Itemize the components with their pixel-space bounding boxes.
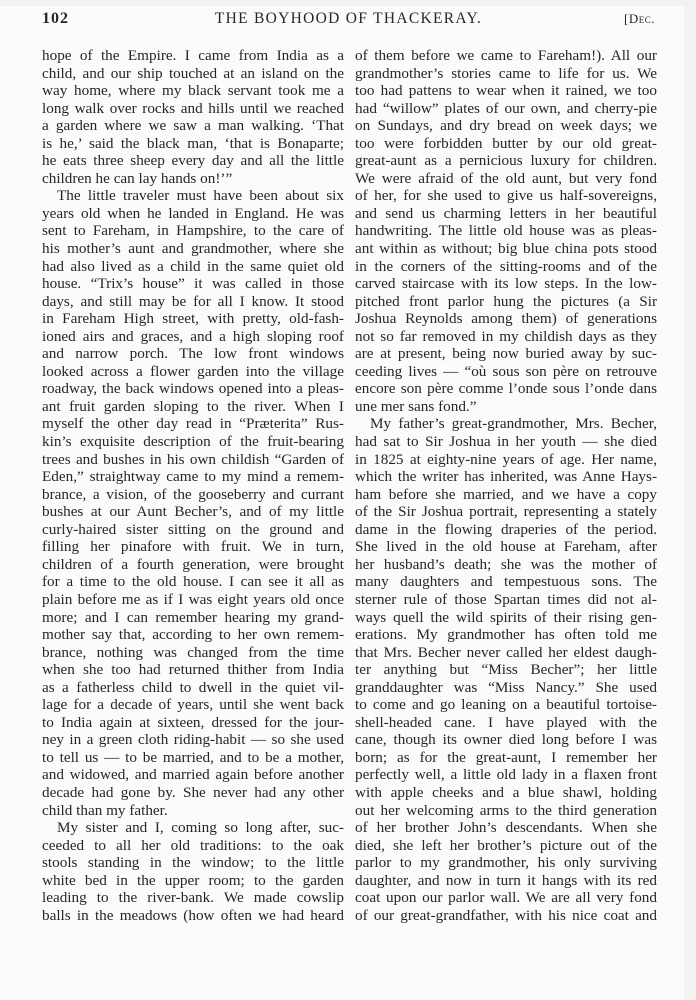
text-line: parlor to my grandmother, his only surviving <box>355 854 657 872</box>
text-line: ioned airs and graces, and a high sloping roof <box>42 327 344 345</box>
text-line: house. “Trix’s house” it was called in those <box>42 275 344 293</box>
text-line: is he,’ said the black man, ‘that is Bonaparte; <box>42 134 344 152</box>
text-line: of the Sir Joshua portrait, representing a stately <box>355 503 657 521</box>
text-line: died, she left her brother’s picture out of the <box>355 836 657 854</box>
text-line: perfectly well, a little old lady in a flaxen front <box>355 766 657 784</box>
text-line: in 1825 at eighty-nine years of age. Her name, <box>355 450 657 468</box>
text-column-left <box>42 47 344 924</box>
text-line: born; as for the great-aunt, I remember her <box>355 748 657 766</box>
text-line: ceeded to all her old traditions: to the oak <box>42 836 344 854</box>
text-line: ant within as without; big blue china pots stood <box>355 240 657 258</box>
text-line: sent to Fareham, in Hampshire, to the care of <box>42 222 344 240</box>
text-line: grandmother’s stories came to life for us. We <box>355 64 657 82</box>
text-line: mother say that, according to her own remem- <box>42 626 344 644</box>
text-column-right <box>355 47 657 924</box>
text-line: for a time to the old house. I can see it all as <box>42 573 344 591</box>
text-line: bushes at our Aunt Becher’s, and of my little <box>42 503 344 521</box>
text-line: The little traveler must have been about six <box>57 187 344 205</box>
text-line: with apple cheeks and a blue shawl, holding <box>355 783 657 801</box>
text-line: white bed in the upper room; to the garden <box>42 871 344 889</box>
page-number: 102 <box>42 10 69 27</box>
text-line: that Mrs. Becher never called her eldest daugh- <box>355 643 657 661</box>
text-line: had also lived as a child in the same quiet old <box>42 257 344 275</box>
text-line: and narrow porch. The low front windows <box>42 345 344 363</box>
text-line: looked across a flower garden into the village <box>42 362 344 380</box>
text-line: of our great-grandfather, with his nice coat and <box>355 906 657 924</box>
text-line: when she too had returned thither from India <box>42 661 344 679</box>
text-line: roadway, the back windows opened into a pleas- <box>42 380 344 398</box>
text-line: Eden,” straightway came to my mind a remem- <box>42 468 344 486</box>
text-line: children he can lay hands on!’” <box>42 169 233 187</box>
text-line: and send us charming letters in her beautiful <box>355 204 657 222</box>
text-line: carved staircase with its low steps. In the low- <box>355 275 657 293</box>
text-line: a garden where we saw a man walking. ‘That <box>42 117 344 135</box>
running-head <box>42 7 655 31</box>
text-line: out her welcoming arms to the third generation <box>355 801 657 819</box>
text-line: not so far removed in my childish days as they <box>355 327 657 345</box>
text-line: stools standing in the window; to the little <box>42 854 344 872</box>
text-line: and widowed, and married again before another <box>42 766 344 784</box>
text-line: granddaughter was “Miss Nancy.” She used <box>355 678 657 696</box>
text-line: sterner rule of those Spartan times did not al- <box>355 590 657 608</box>
text-line: ways quell the wild spirits of their rising gen- <box>355 608 657 626</box>
text-line: Joshua Reynolds among them) of generations <box>355 310 657 328</box>
text-line: kin’s exquisite description of the fruit-bearing <box>42 433 344 451</box>
text-line: too were forbidden butter by our old great- <box>355 134 657 152</box>
text-line: of her, for she used to give us half-sovereigns, <box>355 187 657 205</box>
text-line: days, and still may be for all I know. It stood <box>42 292 344 310</box>
text-line: on Sundays, and dry bread on week days; we <box>355 117 657 135</box>
text-line: had “willow” plates of our own, and cherry-pie <box>355 99 657 117</box>
text-line: ceeding lives — “où sous son père on retrouve <box>355 362 657 380</box>
text-line: leading to the river-bank. We made cowslip <box>42 889 344 907</box>
text-line: of them before we came to Fareham!). All our <box>355 47 657 64</box>
text-line: My father’s great-grandmother, Mrs. Becher, <box>370 415 657 433</box>
text-line: ant fruit garden sloping to the river. When I <box>42 397 344 415</box>
text-line: too had pattens to wear when it rained, we too <box>355 82 657 100</box>
text-line: lage for a decade of years, until she went back <box>42 696 344 714</box>
text-line: hope of the Empire. I came from India as a <box>42 47 344 64</box>
text-line: his mother’s aunt and grandmother, where she <box>42 240 344 258</box>
text-line: She lived in the old house at Fareham, after <box>355 538 657 556</box>
text-line: long walk over rocks and hills until we reached <box>42 99 344 117</box>
text-line: in the corners of the sitting-rooms and of the <box>355 257 657 275</box>
text-line: une mer sans fond.” <box>355 397 477 415</box>
text-line: trees and bushes in his own childish “Garden of <box>42 450 344 468</box>
text-line: in Fareham High street, with pretty, old-fash- <box>42 310 344 328</box>
text-line: of her brother John’s descendants. When she <box>355 819 657 837</box>
text-line: erations. My grandmother has often told me <box>355 626 657 644</box>
text-line: dame in the flowing draperies of the period. <box>355 520 657 538</box>
text-line: as a fatherless child to dwell in the quiet vil- <box>42 678 344 696</box>
text-line: way home, where my black servant took me a <box>42 82 344 100</box>
text-line: daughter, and now in turn it hangs with its red <box>355 871 657 889</box>
text-line: plain before me as if I was eight years old once <box>42 590 344 608</box>
text-line: balls in the meadows (how often we had heard <box>42 906 344 924</box>
text-line: ney in a green cloth riding-habit — so she used <box>42 731 344 749</box>
text-line: curly-haired sister sitting on the ground and <box>42 520 344 538</box>
text-line: to come and go leaning on a beautiful tortoise- <box>355 696 657 714</box>
text-line: brance, nothing was changed from the time <box>42 643 344 661</box>
text-line: had sat to Sir Joshua in her youth — she died <box>355 433 657 451</box>
running-title: THE BOYHOOD OF THACKERAY. <box>214 10 483 27</box>
text-line: cane, though its owner died long before I was <box>355 731 657 749</box>
text-line: many daughters and tempestuous sons. The <box>355 573 657 591</box>
text-line: years old when he landed in England. He was <box>42 204 344 222</box>
text-line: he eats three sheep every day and all the little <box>42 152 344 170</box>
text-line: shell-headed cane. I have played with the <box>355 713 657 731</box>
text-line: to tell us — to be married, and to be a mother, <box>42 748 344 766</box>
text-line: handwriting. The little old house was as pleas- <box>355 222 657 240</box>
text-line: which the writer has inherited, was Anne Hays- <box>355 468 657 486</box>
text-line: child than my father. <box>42 801 168 819</box>
text-line: myself the other day read in “Præterita” Rus- <box>42 415 344 433</box>
text-line: child, and our ship touched at an island on the <box>42 64 344 82</box>
text-line: pitched front parlor hung the pictures (a Sir <box>355 292 657 310</box>
issue-month: [Dec. <box>624 11 655 26</box>
text-line: great-aunt as a pernicious luxury for children. <box>355 152 657 170</box>
text-line: My sister and I, coming so long after, suc- <box>57 819 344 837</box>
text-line: brance, a vision, of the gooseberry and currant <box>42 485 344 503</box>
text-line: ham before she married, and we have a copy <box>355 485 657 503</box>
text-line: are at present, being now buried away by suc- <box>355 345 657 363</box>
text-line: to India again at sixteen, dressed for the jour- <box>42 713 344 731</box>
text-line: encore son père comme l’onde sous l’onde dans <box>355 380 657 398</box>
text-line: children of a fourth generation, were brought <box>42 555 344 573</box>
text-line: filling her pinafore with fruit. We in turn, <box>42 538 344 556</box>
text-line: ter anything but “Miss Becher”; her little <box>355 661 657 679</box>
text-line: coat upon our parlor wall. We are all very fond <box>355 889 657 907</box>
text-line: more; and I can remember hearing my grand- <box>42 608 344 626</box>
text-line: We were afraid of the old aunt, but very fond <box>355 169 657 187</box>
text-line: her husband’s death; she was the mother of <box>355 555 657 573</box>
text-line: decade had gone by. She never had any other <box>42 783 344 801</box>
